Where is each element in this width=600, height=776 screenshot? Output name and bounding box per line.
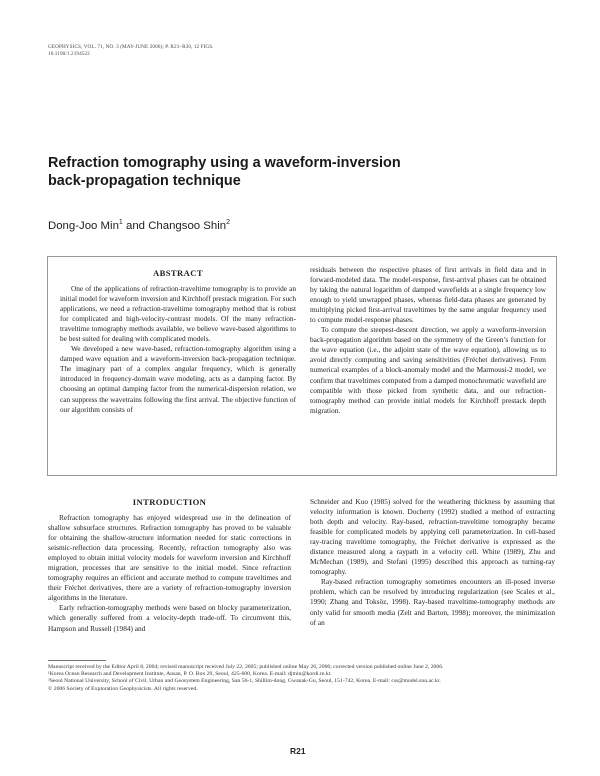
author-1-affiliation: 1 <box>118 219 123 226</box>
journal-citation: GEOPHYSICS, VOL. 71, NO. 3 (MAY-JUNE 2006); P. R21–R30, 12 FIGS. <box>48 44 214 50</box>
body-paragraph: Refraction tomography has enjoyed widespread use in the delineation of shallow subsurface structures. Refraction tomography has proved to be valuable for obtaining the shallow-structure information needed for static corrections in seismic-reflection data processing. Recently, refraction tomography also was employed to obtain initial velocity models for waveform inversion and Kirchhoff migration, processes that are sensitive to the initial model. Since refraction tomography requires an efficient and accurate method to compute traveltimes and their Fréchet derivatives, there are a variety of refraction-tomography inversion algorithms in the literature. <box>48 513 291 603</box>
body-paragraph: Schneider and Kuo (1985) solved for the weathering thickness by assuming that velocity information is known. Docherty (1992) studied a method of extracting both depth and velocity. Ray-based, refraction-traveltime tomography became feasible for complicated models by applying cell parameterization. In cell-based ray-tracing traveltime tomography, the Fréchet derivative is expressed as the distance measured along a raypath in a velocity cell. White (1989), Zhu and McMechan (1989), and Stefani (1995) described this approach as turning-ray tomography. <box>310 497 555 577</box>
abstract-right-column <box>310 265 546 416</box>
author-line <box>48 219 230 232</box>
author-1: Dong-Joo Min <box>48 219 119 232</box>
footnote-divider <box>48 660 106 661</box>
footnote-copyright: © 2006 Society of Exploration Geophysicists. All rights reserved. <box>48 685 198 692</box>
abstract-paragraph: To compute the steepest-descent direction, we apply a waveform-inversion back-propagation algorithm based on the symmetry of the Green’s function for the wave equation (i.e., the adjoint state of the wave equation), allowing us to avoid directly computing and saving sensitivities (Fréchet derivatives). From numerical examples of a block-anomaly model and the Marmousi-2 model, we confirm that traveltimes computed from a damped monochromatic wavefield are compatible with those picked from synthetic data, and our refraction-tomography method can provide initial models for Kirchhoff prestack depth migration. <box>310 325 546 415</box>
footnote-affiliation-1: ¹Korea Ocean Research and Development Institute, Ansan, P. O. Box 29, Seoul, 425-600, Korea. E-mail: djmin@kordi.re.kr. <box>48 671 332 678</box>
introduction-right-column <box>310 497 555 628</box>
author-2: Changsoo Shin <box>148 219 227 232</box>
introduction-left-column <box>48 497 291 634</box>
body-paragraph: Ray-based refraction tomography sometimes encounters an ill-posed inverse problem, which can be resolved by introducing regularization (see Scales et al., 1990; Zhang and Toksöz, 1998). Ray-based traveltime-tomography methods are only valid for smooth media (Zelt and Barton, 1998); moreover, the minimization of an <box>310 577 555 627</box>
abstract-paragraph: One of the applications of refraction-traveltime tomography is to provide an initial model for waveform inversion and Kirchhoff prestack migration. For such applications, we need a refraction-traveltime tomography method that is robust for complicated and high-velocity-contrast models. Of the many refraction-traveltime tomography methods available, we believe wave-based algorithms to be best suited for dealing with complicated models. <box>60 284 296 344</box>
footnotes <box>48 664 555 693</box>
body-paragraph: Early refraction-tomography methods were based on blocky parameterization, which generally suffered from a velocity-depth trade-off. To circumvent this, Hampson and Russell (1984) and <box>48 603 291 633</box>
footnote-affiliation-2: ²Seoul National University, School of Civil, Urban and Geosystem Engineering, San 56-1, Shillim-dong, Gwanak-Gu, Seoul, 151-742, Korea. E-mail: css@model.snu.ac.kr. <box>48 678 441 685</box>
abstract-heading: ABSTRACT <box>153 268 203 278</box>
doi: 10.1190/1.2194522 <box>48 51 90 57</box>
page-number: R21 <box>290 746 306 756</box>
journal-header <box>48 44 214 58</box>
footnote-manuscript: Manuscript received by the Editor April 8, 2004; revised manuscript received July 22, 2005; published online May 26, 2006; corrected version published online June 2, 2006. <box>48 664 444 670</box>
paper-title: Refraction tomography using a waveform-inversion back-propagation technique <box>48 155 401 189</box>
author-connector: and <box>126 219 146 232</box>
abstract-paragraph: We developed a new wave-based, refraction-tomography algorithm using a damped wave equation and a waveform-inversion back-propagation technique. The imaginary part of a complex angular frequency, which is generally introduced in frequency-domain wave modeling, acts as a damping factor. By choosing an optimal damping factor from the numerical-dispersion relation, we can suppress the wavetrains following the first arrival. The objective function of our algorithm consists of <box>60 344 296 414</box>
author-2-affiliation: 2 <box>226 219 230 226</box>
introduction-heading: INTRODUCTION <box>132 497 207 507</box>
abstract-paragraph: residuals between the respective phases of first arrivals in field data and in forward-modeled data. The model-response, first-arrival phases can be obtained by taking the natural logarithm of damped wavefields at a single frequency low enough to yield unwrapped phases, whereas field-data phases are generated by multiplying picked first-arrival traveltimes by the same angular frequency used to compute model-response phases. <box>310 265 546 325</box>
abstract-left-column <box>60 268 296 415</box>
